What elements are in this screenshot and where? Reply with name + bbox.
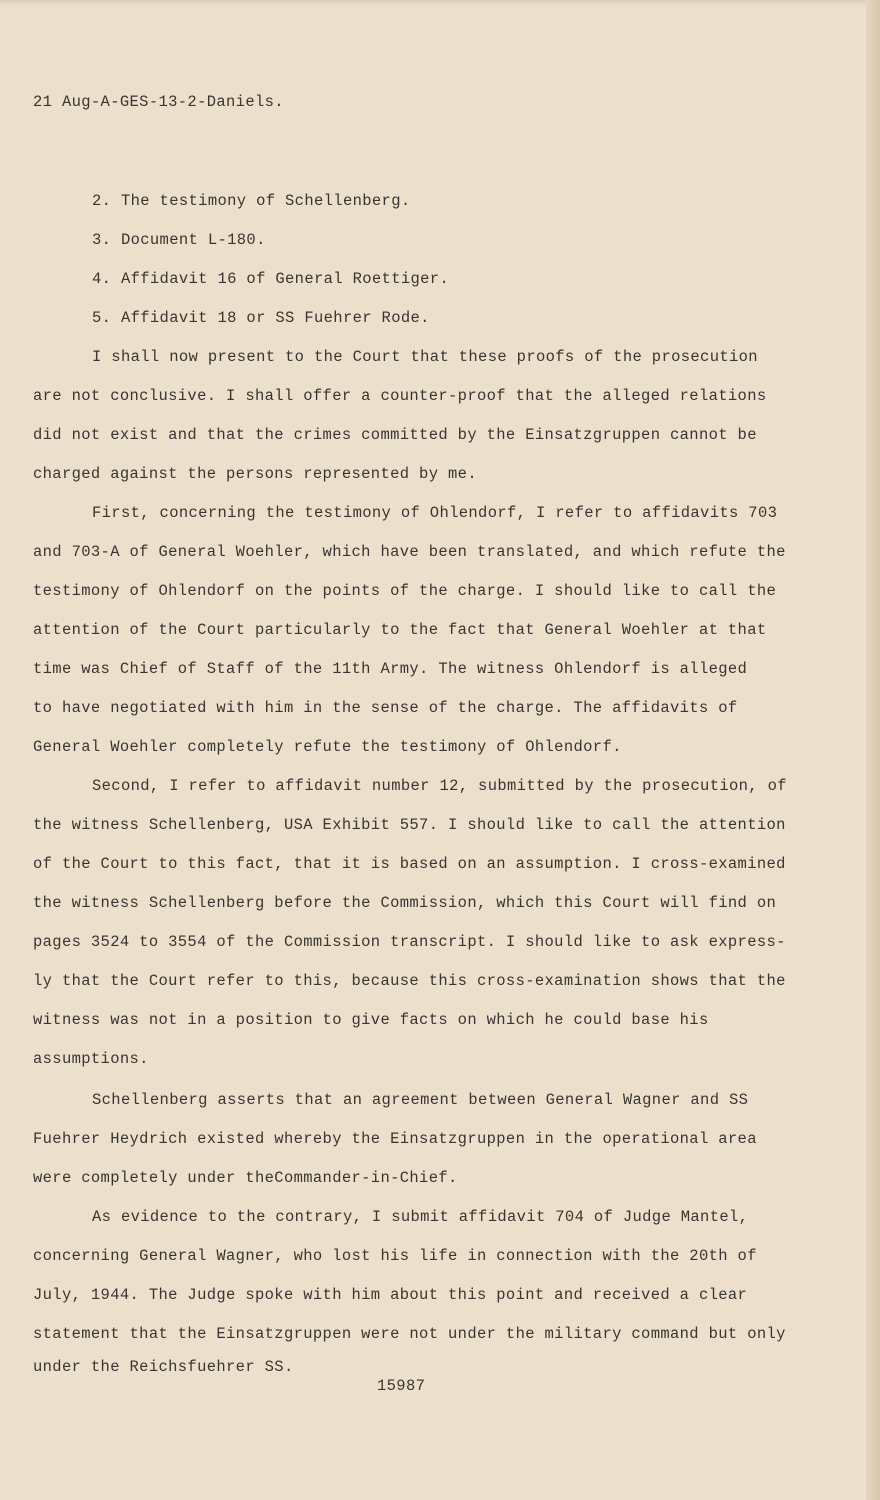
- paragraph-line: time was Chief of Staff of the 11th Army. The witness Ohlendorf is alleged: [33, 660, 748, 678]
- paper-top-edge: [0, 0, 880, 6]
- paragraph-line: General Woehler completely refute the testimony of Ohlendorf.: [33, 738, 622, 756]
- paragraph-line: witness was not in a position to give facts on which he could base his: [33, 1011, 709, 1029]
- paragraph-line: As evidence to the contrary, I submit affidavit 704 of Judge Mantel,: [92, 1208, 749, 1226]
- list-item-5: 5. Affidavit 18 or SS Fuehrer Rode.: [92, 309, 430, 327]
- paragraph-line: pages 3524 to 3554 of the Commission transcript. I should like to ask express-: [33, 933, 786, 951]
- paragraph-line: charged against the persons represented by me.: [33, 465, 477, 483]
- paragraph-line: the witness Schellenberg before the Commission, which this Court will find on: [33, 894, 777, 912]
- paragraph-line: Second, I refer to affidavit number 12, submitted by the prosecution, of: [92, 777, 787, 795]
- paragraph-line: assumptions.: [33, 1050, 149, 1068]
- list-item-3: 3. Document L-180.: [92, 231, 266, 249]
- paragraph-line: concerning General Wagner, who lost his life in connection with the 20th of: [33, 1247, 757, 1265]
- paragraph-line: and 703-A of General Woehler, which have been translated, and which refute the: [33, 543, 786, 561]
- paragraph-line: to have negotiated with him in the sense of the charge. The affidavits of: [33, 699, 738, 717]
- page-number: 15987: [377, 1377, 426, 1395]
- paragraph-line: July, 1944. The Judge spoke with him about this point and received a clear: [33, 1286, 748, 1304]
- paragraph-line: I shall now present to the Court that these proofs of the prosecution: [92, 348, 758, 366]
- paragraph-line: Fuehrer Heydrich existed whereby the Einsatzgruppen in the operational area: [33, 1130, 757, 1148]
- paragraph-line: statement that the Einsatzgruppen were not under the military command but only: [33, 1325, 786, 1343]
- paragraph-line: did not exist and that the crimes committed by the Einsatzgruppen cannot be: [33, 426, 757, 444]
- paragraph-line: First, concerning the testimony of Ohlendorf, I refer to affidavits 703: [92, 504, 778, 522]
- paragraph-line: testimony of Ohlendorf on the points of the charge. I should like to call the: [33, 582, 777, 600]
- paragraph-line: Schellenberg asserts that an agreement between General Wagner and SS: [92, 1091, 749, 1109]
- paragraph-line: under the Reichsfuehrer SS.: [33, 1358, 294, 1376]
- list-item-4: 4. Affidavit 16 of General Roettiger.: [92, 270, 450, 288]
- paragraph-line: ly that the Court refer to this, because this cross-examination shows that the: [33, 972, 786, 990]
- paragraph-line: attention of the Court particularly to the fact that General Woehler at that: [33, 621, 767, 639]
- paragraph-line: of the Court to this fact, that it is based on an assumption. I cross-examined: [33, 855, 786, 873]
- list-item-2: 2. The testimony of Schellenberg.: [92, 192, 411, 210]
- paragraph-line: are not conclusive. I shall offer a counter-proof that the alleged relations: [33, 387, 767, 405]
- document-reference-header: 21 Aug-A-GES-13-2-Daniels.: [33, 93, 284, 111]
- paper-right-edge: [866, 0, 880, 1500]
- paragraph-line: were completely under theCommander-in-Chief.: [33, 1169, 458, 1187]
- paragraph-line: the witness Schellenberg, USA Exhibit 557. I should like to call the attention: [33, 816, 786, 834]
